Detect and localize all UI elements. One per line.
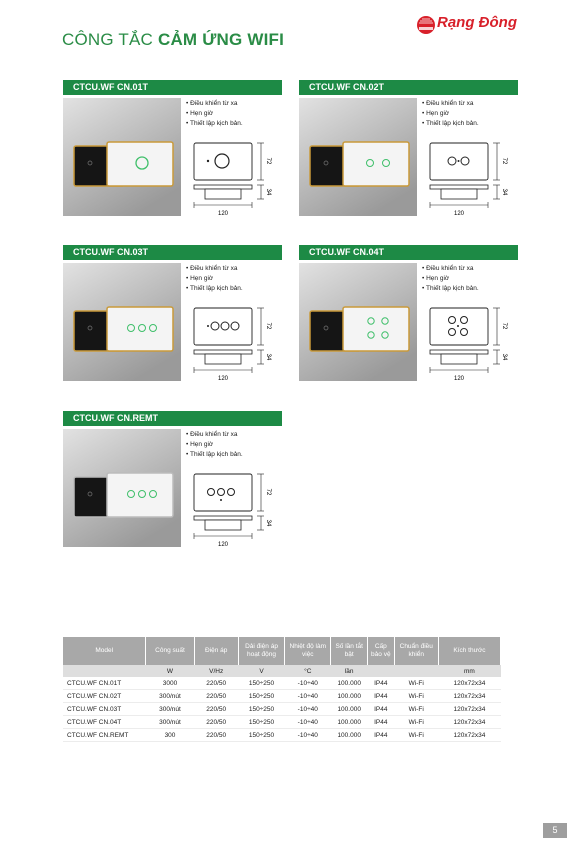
model-cell: CTCU.WF CN.02T (63, 690, 146, 703)
table-cell: -10÷40 (285, 729, 331, 742)
table-row (63, 703, 501, 716)
table-row (63, 716, 501, 729)
front-view (194, 308, 252, 345)
table-row (63, 677, 501, 690)
table-cell: 220/50 (194, 716, 238, 729)
table-cell: 220/50 (194, 677, 238, 690)
dim-width: 120 (217, 542, 229, 548)
product-name: CTCU.WF CN.01T (63, 80, 282, 95)
feature-item: • Hẹn giờ (422, 274, 479, 284)
unit-cell: °C (285, 665, 331, 677)
product-photo (299, 263, 417, 381)
dim-height: 72 (501, 157, 507, 165)
table-cell: Wi-Fi (394, 677, 438, 690)
feature-item: • Điều khiển từ xa (422, 264, 479, 274)
table-cell: 220/50 (194, 703, 238, 716)
unit-cell: mm (438, 665, 500, 677)
unit-cell: V/Hz (194, 665, 238, 677)
model-cell: CTCU.WF CN.04T (63, 716, 146, 729)
dim-depth: 34 (501, 353, 507, 361)
dim-depth: 34 (265, 188, 271, 196)
table-cell: IP44 (368, 703, 395, 716)
feature-item: • Hẹn giờ (422, 109, 479, 119)
feature-item: • Điều khiển từ xa (186, 99, 243, 109)
feature-item: • Thiết lập kịch bản. (186, 450, 243, 460)
table-cell: 220/50 (194, 729, 238, 742)
table-cell: 150÷250 (238, 690, 284, 703)
table-cell: Wi-Fi (394, 729, 438, 742)
dim-width: 120 (217, 376, 229, 382)
dimension-drawing (191, 141, 283, 219)
table-cell: -10÷40 (285, 690, 331, 703)
dimension-drawing (427, 141, 519, 219)
title-light: CÔNG TẮC (62, 30, 154, 49)
table-row (63, 690, 501, 703)
table-cell: IP44 (368, 690, 395, 703)
unit-cell: lần (331, 665, 368, 677)
dim-width: 120 (217, 211, 229, 217)
feature-item: • Điều khiển từ xa (422, 99, 479, 109)
table-cell: 300/nút (146, 703, 194, 716)
product-name: CTCU.WF CN.04T (299, 245, 518, 260)
model-cell: CTCU.WF CN.03T (63, 703, 146, 716)
side-view (430, 350, 488, 354)
table-cell: 150÷250 (238, 729, 284, 742)
feature-list (422, 264, 479, 294)
table-cell: -10÷40 (285, 703, 331, 716)
table-cell: 120x72x34 (438, 729, 500, 742)
table-cell: 100.000 (331, 690, 368, 703)
front-view (194, 474, 252, 511)
table-cell: -10÷40 (285, 677, 331, 690)
feature-item: • Hẹn giờ (186, 109, 243, 119)
feature-item: • Thiết lập kịch bản. (422, 284, 479, 294)
front-view (430, 308, 488, 345)
dim-depth: 34 (501, 188, 507, 196)
dim-height: 72 (501, 322, 507, 330)
feature-item: • Hẹn giờ (186, 440, 243, 450)
product-photo (63, 98, 181, 216)
table-cell: 100.000 (331, 703, 368, 716)
table-cell: IP44 (368, 677, 395, 690)
side-view (430, 185, 488, 189)
model-cell: CTCU.WF CN.01T (63, 677, 146, 690)
units-row (63, 665, 501, 677)
front-view (194, 143, 252, 180)
page-number: 5 (543, 823, 567, 838)
table-header-cell: Cấp bảo vệ (368, 637, 395, 665)
table-cell: 3000 (146, 677, 194, 690)
table-cell: 120x72x34 (438, 716, 500, 729)
table-cell: Wi-Fi (394, 703, 438, 716)
feature-list (186, 99, 243, 129)
product-name: CTCU.WF CN.03T (63, 245, 282, 260)
unit-cell (63, 665, 146, 677)
table-row (63, 729, 501, 742)
page-title (62, 30, 284, 50)
table-cell: Wi-Fi (394, 690, 438, 703)
table-cell: 150÷250 (238, 703, 284, 716)
feature-list (186, 430, 243, 460)
table-header-cell: Nhiệt độ làm việc (285, 637, 331, 665)
feature-item: • Thiết lập kịch bản. (186, 119, 243, 129)
feature-list (422, 99, 479, 129)
product-name: CTCU.WF CN.REMT (63, 411, 282, 426)
dim-width: 120 (453, 376, 465, 382)
dimension-drawing (427, 306, 519, 384)
table-cell: 100.000 (331, 716, 368, 729)
table-cell: IP44 (368, 729, 395, 742)
table-cell: IP44 (368, 716, 395, 729)
feature-list (186, 264, 243, 294)
table-header-cell: Kích thước (438, 637, 500, 665)
product-photo (299, 98, 417, 216)
unit-cell (394, 665, 438, 677)
specs-table (63, 637, 501, 742)
title-bold: CẢM ỨNG WIFI (157, 30, 285, 49)
dim-width: 120 (453, 211, 465, 217)
table-cell: 120x72x34 (438, 677, 500, 690)
table-header-cell: Chuẩn điều khiển (394, 637, 438, 665)
unit-cell: W (146, 665, 194, 677)
table-header-cell: Model (63, 637, 146, 665)
table-cell: 300/nút (146, 690, 194, 703)
side-view (194, 516, 252, 520)
side-view (194, 350, 252, 354)
table-header-cell: Điện áp (194, 637, 238, 665)
dim-height: 72 (265, 488, 271, 496)
feature-item: • Điều khiển từ xa (186, 264, 243, 274)
dimension-drawing (191, 306, 283, 384)
dim-depth: 34 (265, 519, 271, 527)
table-cell: 220/50 (194, 690, 238, 703)
unit-cell (368, 665, 395, 677)
table-cell: Wi-Fi (394, 716, 438, 729)
table-cell: -10÷40 (285, 716, 331, 729)
table-cell: 100.000 (331, 729, 368, 742)
model-cell: CTCU.WF CN.REMT (63, 729, 146, 742)
unit-cell: V (238, 665, 284, 677)
feature-item: • Thiết lập kịch bản. (186, 284, 243, 294)
table-cell: 300/nút (146, 716, 194, 729)
table-header-cell: Dải điện áp hoạt động (238, 637, 284, 665)
dimension-drawing (191, 472, 283, 550)
table-cell: 100.000 (331, 677, 368, 690)
dim-height: 72 (265, 157, 271, 165)
dim-depth: 34 (265, 353, 271, 361)
feature-item: • Thiết lập kịch bản. (422, 119, 479, 129)
table-header-cell: Công suất (146, 637, 194, 665)
table-header-cell: Số lần tắt bật (331, 637, 368, 665)
product-photo (63, 263, 181, 381)
dim-height: 72 (265, 322, 271, 330)
table-cell: 300 (146, 729, 194, 742)
feature-item: • Điều khiển từ xa (186, 430, 243, 440)
table-cell: 120x72x34 (438, 690, 500, 703)
product-name: CTCU.WF CN.02T (299, 80, 518, 95)
product-photo (63, 429, 181, 547)
table-cell: 150÷250 (238, 677, 284, 690)
brand-name: Rạng Đông (437, 14, 517, 31)
table-cell: 150÷250 (238, 716, 284, 729)
feature-item: • Hẹn giờ (186, 274, 243, 284)
table-cell: 120x72x34 (438, 703, 500, 716)
side-view (194, 185, 252, 189)
